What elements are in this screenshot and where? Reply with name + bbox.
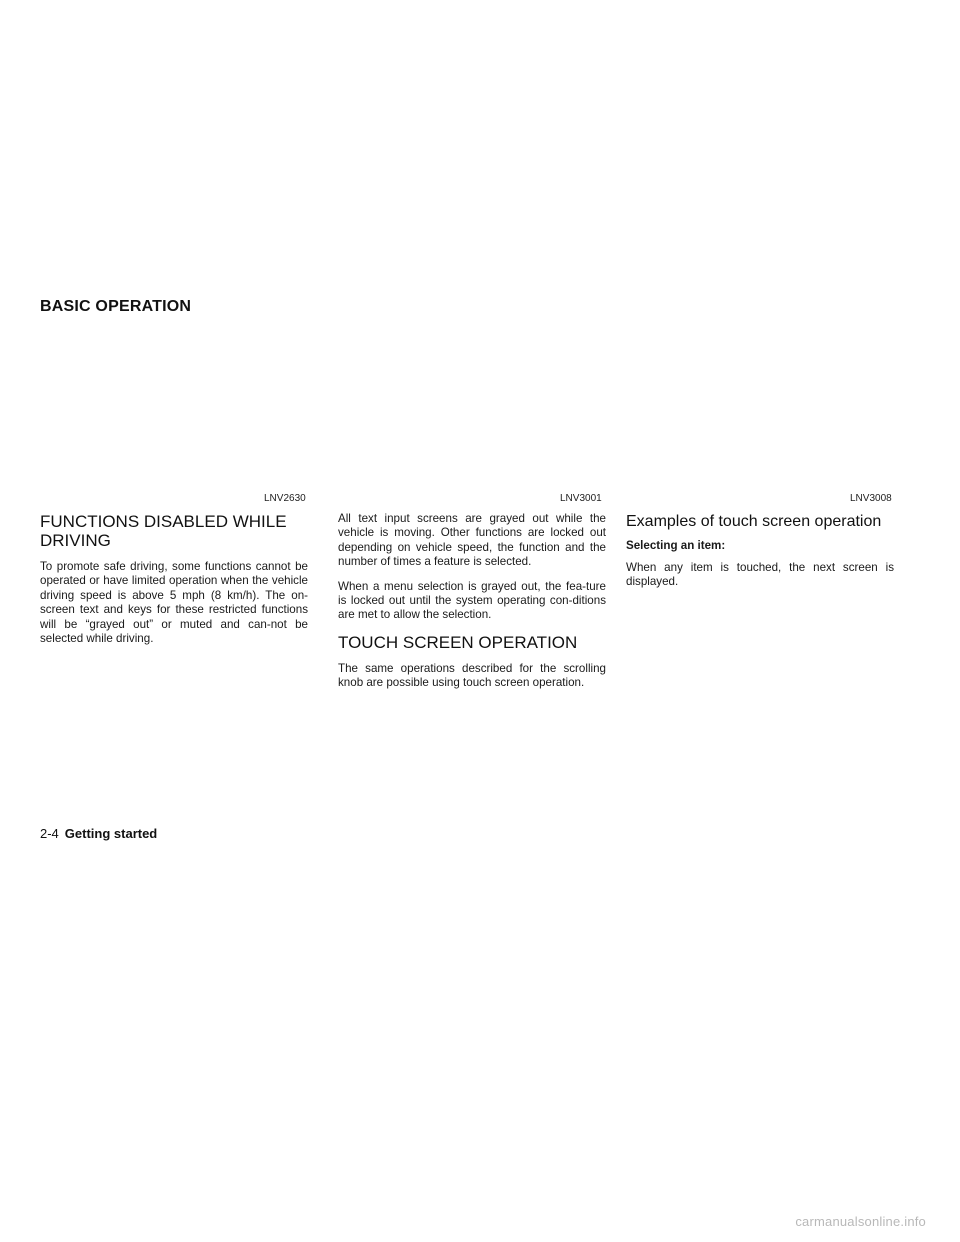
- section-header: BASIC OPERATION: [40, 298, 192, 315]
- column-3: [626, 512, 894, 600]
- menu-selection-paragraph: When a menu selection is grayed out, the fea-ture is locked out until the system operating con-ditions are met to allow the selection.: [338, 579, 606, 622]
- examples-heading: Examples of touch screen operation: [626, 513, 882, 530]
- figure-label-3: LNV3008: [850, 493, 892, 504]
- page-footer: [40, 826, 157, 841]
- functions-disabled-heading: FUNCTIONS DISABLED WHILE DRIVING: [40, 512, 287, 550]
- touch-screen-heading: TOUCH SCREEN OPERATION: [338, 632, 578, 652]
- selecting-item-label: Selecting an item:: [626, 539, 726, 552]
- grayed-out-paragraph: All text input screens are grayed out while the vehicle is moving. Other functions are locked out depending on vehicle speed, the function and the number of times a feature is selected.: [338, 512, 606, 569]
- figure-label-2: LNV3001: [560, 493, 602, 504]
- selecting-item-paragraph: When any item is touched, the next screen is displayed.: [626, 561, 894, 589]
- watermark: carmanualsonline.info: [795, 1214, 926, 1229]
- column-2: [338, 512, 606, 701]
- column-1: [40, 512, 308, 656]
- functions-disabled-paragraph: To promote safe driving, some functions cannot be operated or have limited operation when the vehicle driving speed is above 5 mph (8 km/h). The on-screen text and keys for these restricted functions will be “grayed out” or muted and can-not be selected while driving.: [40, 560, 308, 646]
- page-number: 2-4: [40, 826, 59, 841]
- figure-label-1: LNV2630: [264, 493, 306, 504]
- touch-screen-paragraph: The same operations described for the scrolling knob are possible using touch screen operation.: [338, 661, 606, 690]
- footer-section-title: Getting started: [64, 826, 158, 841]
